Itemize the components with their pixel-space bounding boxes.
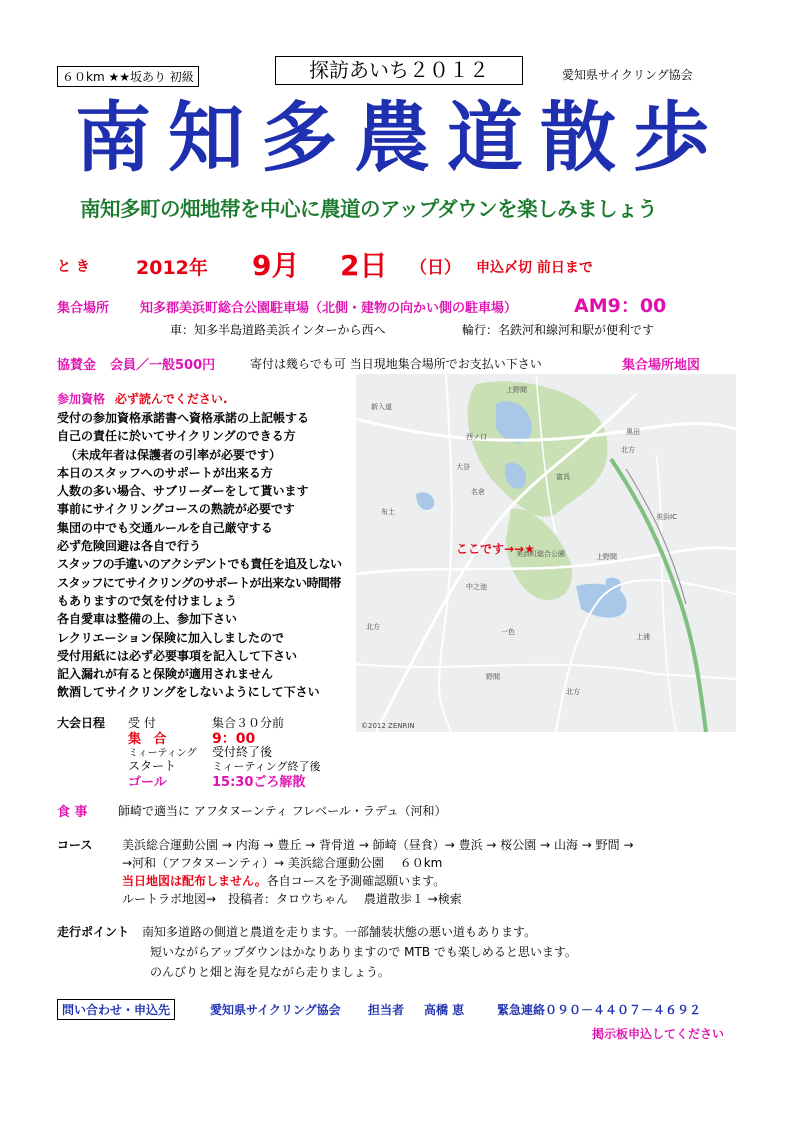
svg-text:北方: 北方: [366, 623, 380, 631]
course-spec: ６０km ★★坂あり 初級: [57, 66, 199, 87]
list-item: （未成年者は保護者の引率が必要です）: [65, 447, 282, 462]
map-title: 集合場所地図: [622, 358, 701, 373]
points-line: 南知多道路の側道と農道を走ります。一部舗装状態の悪い道もあります。: [142, 925, 537, 939]
meeting-time: AM9：00: [574, 295, 667, 317]
requirements-list: [57, 409, 341, 702]
page-title: 南知多農道散歩: [75, 93, 726, 182]
svg-text:富具: 富具: [556, 473, 570, 481]
list-item: 自己の責任に於いてサイクリングのできる方: [57, 429, 296, 444]
list-item: 飲酒してサイクリングをしないようにして下さい: [57, 685, 320, 700]
svg-text:上浦: 上浦: [636, 633, 650, 641]
course-line2: →河和（アフタヌーンティ）→ 美浜総合運動公園 ６０km: [122, 856, 443, 870]
subtitle: 南知多町の畑地帯を中心に農道のアップダウンを楽しみましょう: [80, 197, 658, 221]
svg-text:名倉: 名倉: [471, 488, 485, 496]
svg-text:北方: 北方: [621, 446, 635, 454]
course-label: コース: [57, 838, 93, 852]
meeting-place: 知多郡美浜町総合公園駐車場（北側・建物の向かい側の駐車場）: [140, 301, 518, 316]
no-map-notice: 当日地図は配布しません。: [122, 874, 267, 888]
meal-label: 食 事: [57, 805, 88, 820]
list-item: もありますので気を付けましょう: [57, 593, 238, 608]
requirements-heading: [57, 390, 227, 407]
svg-text:奥田: 奥田: [626, 428, 640, 436]
predict-notice: 各自コースを予測確認願います。: [266, 874, 446, 888]
schedule-detail: 15:30ごろ解散: [212, 775, 306, 790]
meeting-map[interactable]: [356, 374, 736, 732]
map-image: [356, 374, 736, 732]
svg-text:北方: 北方: [566, 688, 580, 696]
schedule-item: スタート: [128, 759, 177, 773]
svg-text:新入道: 新入道: [371, 403, 392, 411]
meeting-label: 集合場所: [57, 301, 110, 316]
contact-association: 愛知県サイクリング協会: [210, 1003, 341, 1017]
schedule-label: 大会日程: [57, 716, 106, 730]
svg-text:上野間: 上野間: [506, 386, 527, 394]
schedule-detail: 9：00: [212, 731, 256, 747]
schedule-detail: ミィーティング終了後: [212, 760, 321, 773]
board-application[interactable]: 掲示板申込してください: [592, 1027, 725, 1041]
list-item: レクリエーション保険に加入しましたので: [57, 630, 285, 645]
train-access: 輪行：名鉄河和線河和駅が便利です: [462, 323, 655, 337]
schedule-detail: 受付終了後: [212, 745, 273, 759]
schedule-item: ゴール: [128, 775, 167, 790]
points-line: 短いながらアップダウンはかなりありますので MTB でも楽しめると思います。: [150, 945, 577, 959]
date-month: 9月: [252, 249, 300, 282]
map-marker: ここです→→★: [456, 542, 535, 556]
course-line1: 美浜総合運動公園 → 内海 → 豊丘 → 背骨道 → 師崎（昼食）→ 豊浜 → 桜公園 → 山海 → 野間 →: [122, 838, 634, 852]
requirements-label: 参加資格: [57, 392, 106, 406]
svg-text:野間: 野間: [486, 673, 500, 681]
schedule-item: 集 合: [128, 732, 171, 747]
list-item: 受付用紙には必ず必要事項を記入して下さい: [57, 648, 298, 663]
course-no-map: [122, 872, 445, 889]
list-item: 受付の参加資格承諾書へ資格承諾の上記帳する: [57, 411, 310, 425]
emergency-contact[interactable]: 緊急連絡０９０－４４０７－４６９２: [497, 1003, 702, 1017]
list-item: スタッフにてサイクリングのサポートが出来ない時間帯: [57, 575, 341, 590]
deadline: 申込〆切 前日まで: [476, 260, 593, 276]
fee-label: 協賛金: [57, 358, 97, 373]
date-label: と き: [57, 259, 90, 275]
list-item: 事前にサイクリングコースの熟読が必要です: [57, 502, 295, 517]
svg-text:©2012 ZENRIN: ©2012 ZENRIN: [361, 722, 415, 730]
contact-person-label: 担当者: [368, 1003, 405, 1017]
list-item: 各自愛車は整備の上、参加下さい: [57, 612, 238, 627]
list-item: 必ず危険回避は各自で行う: [57, 539, 202, 554]
date-year: 2012年: [136, 257, 208, 279]
svg-text:美浜町総合公園: 美浜町総合公園: [516, 550, 565, 558]
list-item: スタッフの手違いのアクシデントでも責任を追及しない: [57, 557, 342, 572]
date-day: 2日: [340, 249, 388, 282]
points-label: 走行ポイント: [57, 925, 130, 939]
contact-person: 高橋 恵: [424, 1003, 465, 1017]
event-series: 探訪あいち２０１２: [275, 56, 523, 85]
car-access: 車：知多半島道路美浜インターから西へ: [170, 323, 386, 337]
schedule-item: ミィーティング: [128, 748, 197, 759]
svg-text:一色: 一色: [501, 628, 515, 636]
date-weekday: （日）: [410, 258, 461, 278]
must-read: 必ず読んでください.: [114, 392, 228, 406]
organizer: 愛知県サイクリング協会: [562, 68, 693, 82]
svg-text:上野間: 上野間: [596, 553, 617, 561]
contact-label: 問い合わせ・申込先: [57, 999, 175, 1020]
list-item: 人数の多い場合、サブリーダーをして貰います: [57, 484, 309, 499]
list-item: 本日のスタッフへのサポートが出来る方: [57, 465, 273, 480]
svg-text:大谷: 大谷: [456, 463, 470, 471]
svg-text:中之池: 中之池: [466, 583, 487, 591]
meal-text: 師崎で適当に アフタヌーンティ フレベール・ラデュ（河和）: [118, 804, 447, 818]
schedule-item: 受 付: [128, 716, 156, 730]
points-line: のんびりと畑と海を見ながら走りましょう。: [150, 965, 391, 979]
routelab-search[interactable]: ルートラボ地図→ 投稿者：タロウちゃん 農道散歩１ →検索: [122, 892, 462, 906]
fee-amount: 会員／一般500円: [110, 358, 216, 373]
list-item: 記入漏れが有ると保険が適用されません: [57, 667, 274, 682]
svg-text:布土: 布土: [381, 508, 395, 516]
list-item: 集団の中でも交通ルールを自己厳守する: [57, 520, 273, 535]
svg-text:西ノ口: 西ノ口: [466, 433, 487, 441]
schedule-detail: 集合３０分前: [212, 716, 285, 730]
fee-note: 寄付は幾らでも可 当日現地集合場所でお支払い下さい: [250, 357, 542, 371]
svg-text:美浜IC: 美浜IC: [656, 513, 677, 521]
